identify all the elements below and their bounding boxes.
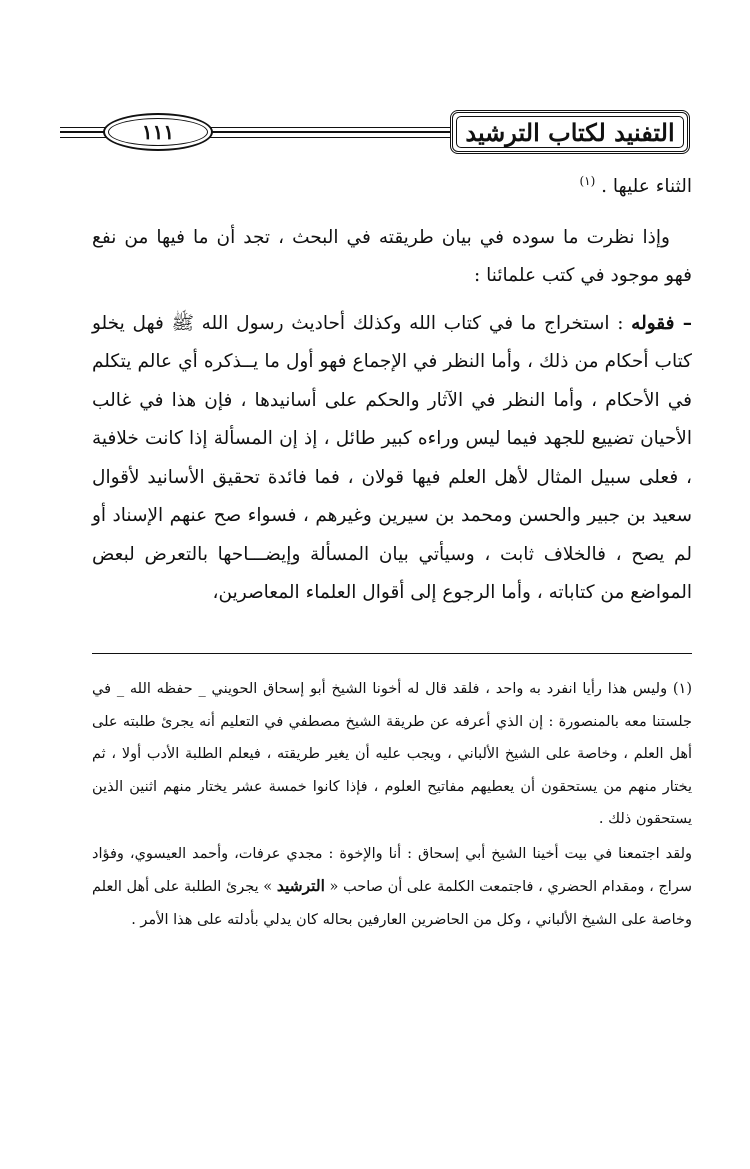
page-number: ١١١ xyxy=(141,120,175,144)
footnotes xyxy=(92,673,692,936)
opening-line xyxy=(92,168,692,207)
footnote-text: » يجرئ الطلبة على أهل العلم وخاصة على الشيخ الألباني ، وكل من الحاضرين العارفين بحاله كان يدلي بأدلته على هذا الأمر . xyxy=(92,879,692,928)
page-number-frame xyxy=(103,113,213,151)
main-text xyxy=(92,168,692,613)
footnote-1: (١) وليس هذا رأيا انفرد به واحد ، فلقد قال له أخونا الشيخ أبو إسحاق الحويني _ حفظه الله _ في جلستنا معه بالمنصورة : إن الذي أعرفه عن طريقة الشيخ مصطفي في التعليم أنه يجرئ طلبته على أهل العلم ، وخاصة على الشيخ الألباني ، ويجب عليه أن يغير طريقته ، فيعلم الطلبة الأدب أولا ، ثم يختار منهم من يستحقون أن يعطيهم مفاتيح العلوم ، فإذا كانوا خمسة عشر يختار منهم اثنين الذين يستحقون ذلك . xyxy=(92,681,692,827)
footnote-separator xyxy=(92,653,692,654)
book-title-frame xyxy=(450,110,690,154)
footnote-text: ولقد اجتمعنا في بيت أخينا الشيخ أبي إسحاق : أنا والإخوة : مجدي عرفات، وأحمد العيسوي، وفؤاد سراج ، ومقدام الحضري ، فاجتمعت الكلمة على أن صاحب « xyxy=(92,845,692,895)
page-header xyxy=(60,106,690,162)
footnote-reference: (١) xyxy=(579,173,596,188)
footnote-book-name: الترشيد xyxy=(276,876,325,895)
quote-lead: – فقوله xyxy=(631,312,693,334)
opening-text: الثناء عليها . xyxy=(601,176,692,197)
paragraph-text: : استخراج ما في كتاب الله وكذلك أحاديث رسول الله ﷺ فهل يخلو كتاب أحكام من ذلك ، وأما النظر في الإجماع فهو أول ما يــذكره أي عالم يتكلم في الأحكام ، وأما النظر في الآثار والحكم على أسانيدها ، فإن هذا في غالب الأحيان تضييع للجهد فيما ليس وراءه كبير طائل ، إذ إن المسألة إذا كانت خلافية ، فعلى سبيل المثال لأهل العلم فيها قولان ، فما فائدة تحقيق الأسانيد لأقوال سعيد بن جبير والحسن ومحمد بن سيرين وغيرهم ، فسواء صح عنهم الإسناد أو لم يصح ، فالخلاف ثابت ، وسيأتي بيان المسألة وإيضـــاحها بالتعرض لبعض المواضع من كتاباته ، وأما الرجوع إلى أقوال العلماء المعاصرين، xyxy=(92,312,692,603)
paragraph: وإذا نظرت ما سوده في بيان طريقته في البحث ، تجد أن ما فيها من نفع فهو موجود في كتب علمائنا : xyxy=(92,226,692,286)
paragraph xyxy=(92,305,692,613)
book-title: التفنيد لكتاب الترشيد xyxy=(465,117,675,147)
footnote-continuation xyxy=(92,838,692,937)
